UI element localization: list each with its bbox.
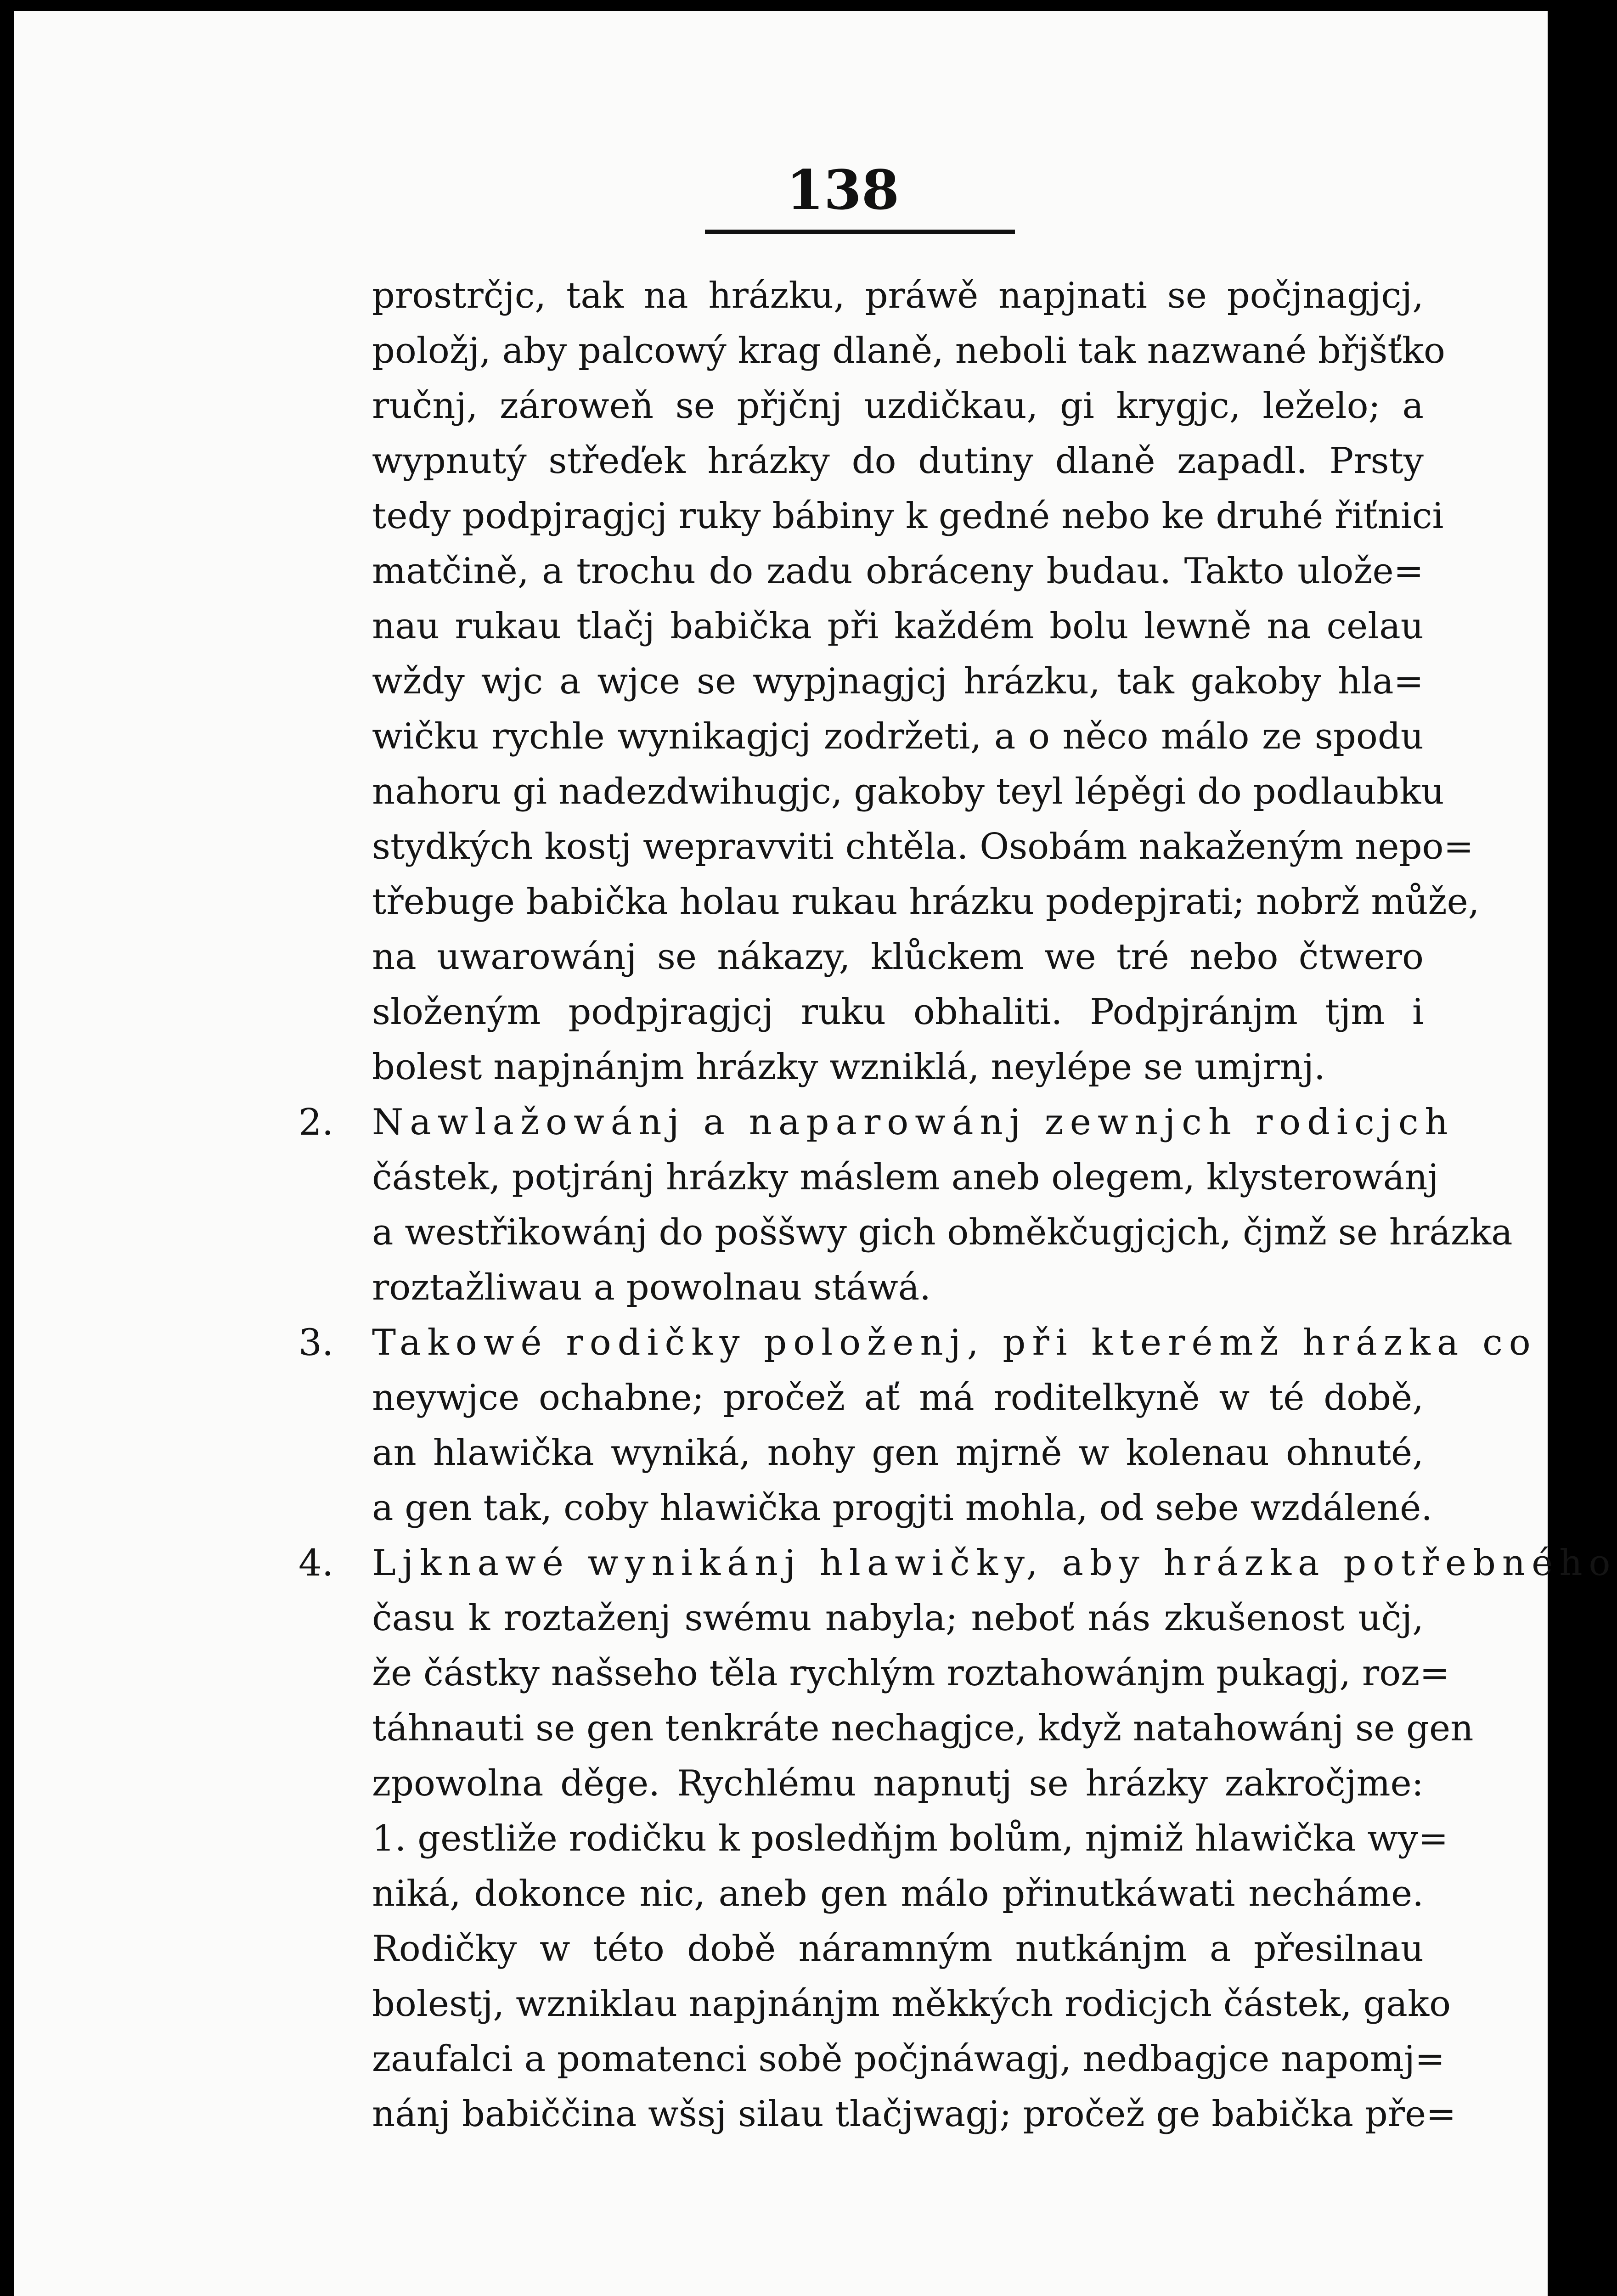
header-rule [705, 230, 1015, 234]
text-line: Rodičky w této době náramným nutkánjm a přesilnau [372, 1928, 1424, 1970]
text-line: položj, aby palcowý krag dlaně, neboli tak nazwané břjšťko [372, 330, 1445, 371]
list-item [299, 1536, 1617, 2142]
text-line: tedy podpjragjcj ruky bábiny k gedné nebo ke druhé řiťnici [372, 495, 1444, 537]
text-line: matčině, a trochu do zadu obráceny budau. Takto ulože= [372, 551, 1424, 592]
item-lead-line: Nawlažowánj a naparowánj zewnjch rodicjch [372, 1102, 1454, 1143]
page-number: 138 [786, 158, 900, 222]
item-number: 4. [299, 1542, 334, 1584]
text-line: a westřikowánj do poššwy gich obměkčugjcjch, čjmž se hrázka [372, 1212, 1513, 1253]
body-text [299, 268, 1617, 2142]
text-line: prostrčjc, tak na hrázku, práwě napjnati se počjnagjcj, [372, 275, 1424, 316]
item-number: 3. [299, 1321, 334, 1364]
text-line: neywjce ochabne; pročež ať má roditelkyně w té době, [372, 1377, 1424, 1418]
text-line: složeným podpjragjcj ruku obhaliti. Podpjránjm tjm i [372, 991, 1424, 1033]
text-line: času k roztaženj swému nabyla; neboť nás zkušenost učj, [372, 1598, 1424, 1639]
text-line: niká, dokonce nic, aneb gen málo přinutkáwati necháme. [372, 1873, 1424, 1914]
list-item [299, 1315, 1537, 1536]
text-line: ručnj, zároweň se přjčnj uzdičkau, gi krygjc, leželo; a [372, 385, 1424, 427]
text-line: zpowolna děge. Rychlému napnutj se hrázky zakročjme: [372, 1763, 1424, 1804]
text-line: wždy wjc a wjce se wypjnagjcj hrázku, tak gakoby hla= [372, 661, 1424, 702]
text-line: táhnauti se gen tenkráte nechagjce, když natahowánj se gen [372, 1708, 1474, 1749]
list-item [299, 1095, 1513, 1315]
item-lead-line: Takowé rodičky položenj, při kterémž hrázka co [372, 1322, 1537, 1363]
text-line: wypnutý střeďek hrázky do dutiny dlaně zapadl. Prsty [372, 440, 1424, 482]
item-number: 2. [299, 1101, 334, 1143]
text-line: an hlawička wyniká, nohy gen mjrně w kolenau ohnuté, [372, 1432, 1424, 1474]
text-line: zaufalci a pomatenci sobě počjnáwagj, nedbagjce napomj= [372, 2038, 1445, 2080]
text-line: třebuge babička holau rukau hrázku podepjrati; nobrž může, [372, 881, 1480, 923]
text-line: stydkých kostj wepravviti chtěla. Osobám nakaženým nepo= [372, 826, 1474, 867]
text-line: nau rukau tlačj babička při každém bolu lewně na celau [372, 606, 1424, 647]
text-line: a gen tak, coby hlawička progjti mohla, od sebe wzdálené. [372, 1487, 1433, 1529]
text-line: na uwarowánj se nákazy, klůckem we tré nebo čtwero [372, 936, 1424, 978]
text-line: částek, potjránj hrázky máslem aneb olegem, klysterowánj [372, 1157, 1439, 1198]
text-line: roztažliwau a powolnau stáwá. [372, 1267, 931, 1308]
text-line: nahoru gi nadezdwihugjc, gakoby teyl lépěgi do podlaubku [372, 771, 1444, 812]
text-line: wičku rychle wynikagjcj zodržeti, a o něco málo ze spodu [372, 716, 1424, 757]
text-line: že částky našseho těla rychlým roztahowánjm pukagj, roz= [372, 1653, 1450, 1694]
item-lead-line: Ljknawé wynikánj hlawičky, aby hrázka potřebného [372, 1542, 1617, 1584]
page-header [14, 158, 1548, 222]
intro-paragraph [372, 268, 1480, 1095]
text-line: nánj babiččina wšsj silau tlačjwagj; pročež ge babička pře= [372, 2093, 1456, 2135]
text-line: bolest napjnánjm hrázky wzniklá, neylépe se umjrnj. [372, 1047, 1325, 1088]
book-page [14, 11, 1617, 2296]
text-line: bolestj, wzniklau napjnánjm měkkých rodicjch částek, gako [372, 1983, 1451, 2025]
text-line: 1. gestliže rodičku k posledňjm bolům, njmiž hlawička wy= [372, 1818, 1448, 1859]
